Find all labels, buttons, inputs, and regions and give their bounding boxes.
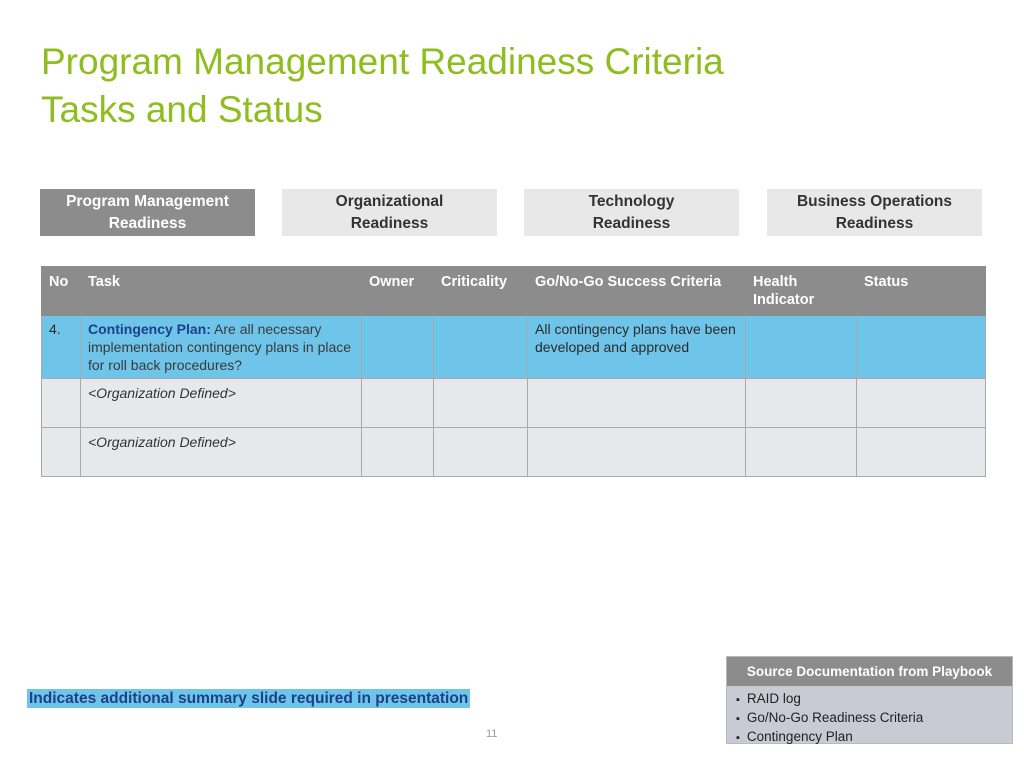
table-row (42, 428, 986, 477)
tab-technology-readiness[interactable]: Technology Readiness (524, 189, 739, 236)
source-documentation-box (726, 656, 1013, 744)
cell-health-indicator[interactable] (746, 428, 857, 477)
table-row (42, 316, 986, 379)
header-criticality: Criticality (434, 267, 528, 316)
summary-slide-note: Indicates additional summary slide required in presentation (29, 690, 469, 707)
cell-task[interactable] (81, 316, 362, 379)
table-header-row (42, 267, 986, 316)
cell-no (42, 379, 81, 428)
cell-criteria[interactable]: All contingency plans have been developed and approved (528, 316, 746, 379)
cell-criticality[interactable] (434, 379, 528, 428)
title-line-1: Program Management Readiness Criteria (41, 41, 724, 82)
tab-program-management-readiness[interactable]: Program Management Readiness (40, 189, 255, 236)
source-item-go-no-go-criteria: ▪ Go/No-Go Readiness Criteria (736, 709, 1012, 728)
cell-owner[interactable] (362, 428, 434, 477)
cell-owner[interactable] (362, 379, 434, 428)
tab-organizational-readiness[interactable]: Organizational Readiness (282, 189, 497, 236)
task-description: Are all necessary implementation contingency plans in place for roll back procedures? (88, 321, 352, 373)
tab-business-operations-readiness[interactable]: Business Operations Readiness (767, 189, 982, 236)
readiness-criteria-table (41, 266, 986, 477)
header-task: Task (81, 267, 362, 316)
cell-health-indicator[interactable] (746, 316, 857, 379)
title-line-2: Tasks and Status (41, 89, 323, 130)
header-health-indicator: Health Indicator (746, 267, 857, 316)
source-documentation-heading: Source Documentation from Playbook (727, 657, 1012, 686)
cell-status[interactable] (857, 316, 986, 379)
cell-status[interactable] (857, 428, 986, 477)
slide-title (41, 38, 724, 134)
source-item-raid-log: ▪ RAID log (736, 690, 1012, 709)
header-owner: Owner (362, 267, 434, 316)
cell-criticality[interactable] (434, 428, 528, 477)
source-documentation-list (727, 686, 1012, 747)
cell-owner[interactable] (362, 316, 434, 379)
cell-status[interactable] (857, 379, 986, 428)
table-row (42, 379, 986, 428)
header-no: No (42, 267, 81, 316)
task-title: Contingency Plan: (88, 321, 211, 337)
source-item-contingency-plan: ▪ Contingency Plan (736, 728, 1012, 747)
cell-no (42, 428, 81, 477)
cell-criteria[interactable] (528, 379, 746, 428)
cell-no: 4. (42, 316, 81, 379)
page-number: 11 (486, 728, 498, 740)
cell-criteria[interactable] (528, 428, 746, 477)
cell-task[interactable]: <Organization Defined> (81, 428, 362, 477)
header-criteria: Go/No-Go Success Criteria (528, 267, 746, 316)
cell-criticality[interactable] (434, 316, 528, 379)
cell-task[interactable]: <Organization Defined> (81, 379, 362, 428)
header-status: Status (857, 267, 986, 316)
cell-health-indicator[interactable] (746, 379, 857, 428)
